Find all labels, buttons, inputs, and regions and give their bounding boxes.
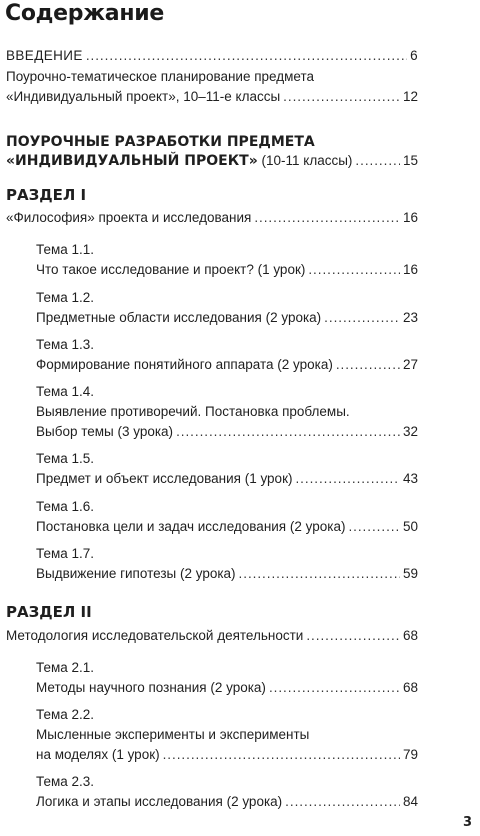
topic-label: Тема 1.2.	[36, 290, 95, 305]
topic-label: Тема 2.3.	[36, 774, 95, 789]
toc-entry-intro[interactable]	[6, 46, 418, 66]
topic-label: Тема 1.1.	[36, 242, 95, 257]
toc-page-number: 23	[402, 310, 418, 325]
toc-page-number: 32	[402, 424, 418, 439]
page-number: 3	[462, 815, 472, 830]
toc-page-number: 84	[402, 794, 418, 809]
toc-page-number: 68	[402, 680, 418, 695]
toc-entry-topic-1-4-line1[interactable]: Выявление противоречий. Постановка проблемы.	[36, 404, 350, 419]
dot-leader	[176, 422, 400, 442]
topic-label: Тема 1.5.	[36, 451, 95, 466]
toc-entry-topic-1-2[interactable]	[36, 308, 418, 328]
toc-entry-topic-1-4[interactable]	[36, 422, 418, 442]
dot-leader	[348, 517, 400, 537]
toc-entry-label: Предмет и объект исследования (1 урок)	[36, 471, 293, 486]
dot-leader	[254, 208, 400, 228]
toc-page-number: 6	[410, 48, 418, 63]
toc-entry-label: Методы научного познания (2 урока)	[36, 680, 266, 695]
toc-page-number: 16	[402, 210, 418, 225]
toc-entry-topic-1-3[interactable]	[36, 355, 418, 375]
toc-page-number: 27	[402, 357, 418, 372]
toc-entry-label: Выбор темы (3 урока)	[36, 424, 174, 439]
dot-leader	[324, 308, 400, 328]
toc-entry-label: ВВЕДЕНИЕ	[6, 48, 83, 63]
page-title: Содержание	[5, 1, 164, 26]
section-heading-2[interactable]: РАЗДЕЛ II	[6, 603, 92, 621]
toc-page-number: 68	[402, 628, 418, 643]
dot-leader	[295, 469, 400, 489]
toc-entry-planning[interactable]	[6, 87, 418, 107]
lessons-heading-line1[interactable]: ПОУРОЧНЫЕ РАЗРАБОТКИ ПРЕДМЕТА	[6, 134, 315, 150]
dot-leader	[269, 678, 400, 698]
toc-entry-label: «Философия» проекта и исследования	[6, 210, 252, 225]
toc-entry-topic-1-5[interactable]	[36, 469, 418, 489]
toc-entry-lessons[interactable]	[6, 151, 418, 171]
toc-entry-label: Что такое исследование и проект? (1 урок)	[36, 262, 306, 277]
toc-entry-topic-2-1[interactable]	[36, 678, 418, 698]
dot-leader	[308, 260, 400, 280]
toc-page-number: 16	[402, 262, 418, 277]
dot-leader	[285, 792, 400, 812]
toc-page-number: 12	[402, 89, 418, 104]
dot-leader	[239, 564, 400, 584]
toc-entry-label: «Индивидуальный проект», 10–11-е классы	[6, 89, 281, 104]
lessons-heading-tail: (10-11 классы)	[257, 153, 353, 168]
toc-entry-planning-line1[interactable]: Поурочно-тематическое планирование предмета	[6, 69, 315, 84]
dot-leader	[86, 46, 407, 66]
toc-entry-label: Логика и этапы исследования (2 урока)	[36, 794, 283, 809]
dot-leader	[283, 87, 400, 107]
toc-entry-topic-1-7[interactable]	[36, 564, 418, 584]
toc-entry-label: на моделях (1 урок)	[36, 747, 160, 762]
topic-label: Тема 1.3.	[36, 337, 95, 352]
toc-page-number: 50	[402, 519, 418, 534]
lessons-heading-line2: «ИНДИВИДУАЛЬНЫЙ ПРОЕКТ»	[6, 153, 258, 169]
dot-leader	[306, 626, 400, 646]
toc-entry-label: Формирование понятийного аппарата (2 урока)	[36, 357, 333, 372]
toc-entry-label: Предметные области исследования (2 урока)	[36, 310, 322, 325]
topic-label: Тема 1.6.	[36, 499, 95, 514]
toc-entry-label: Выдвижение гипотезы (2 урока)	[36, 566, 236, 581]
topic-label: Тема 1.4.	[36, 384, 95, 399]
toc-entry-section1[interactable]	[6, 208, 418, 228]
toc-entry-label: Постановка цели и задач исследования (2 урока)	[36, 519, 346, 534]
topic-label: Тема 2.2.	[36, 707, 95, 722]
dot-leader	[355, 151, 400, 171]
topic-label: Тема 1.7.	[36, 546, 95, 561]
topic-label: Тема 2.1.	[36, 660, 95, 675]
toc-page-number: 43	[402, 471, 418, 486]
section-heading-1[interactable]: РАЗДЕЛ I	[6, 186, 87, 204]
toc-entry-topic-2-2[interactable]	[36, 745, 418, 765]
toc-entry-section2[interactable]	[6, 626, 418, 646]
toc-page-number: 79	[402, 747, 418, 762]
dot-leader	[163, 745, 400, 765]
dot-leader	[336, 355, 400, 375]
toc-entry-topic-1-6[interactable]	[36, 517, 418, 537]
toc-entry-label: Методология исследовательской деятельности	[6, 628, 304, 643]
toc-page-number: 15	[402, 153, 418, 168]
toc-page-number: 59	[402, 566, 418, 581]
toc-entry-topic-2-2-line1[interactable]: Мысленные эксперименты и эксперименты	[36, 727, 310, 742]
toc-entry-topic-2-3[interactable]	[36, 792, 418, 812]
toc-entry-topic-1-1[interactable]	[36, 260, 418, 280]
